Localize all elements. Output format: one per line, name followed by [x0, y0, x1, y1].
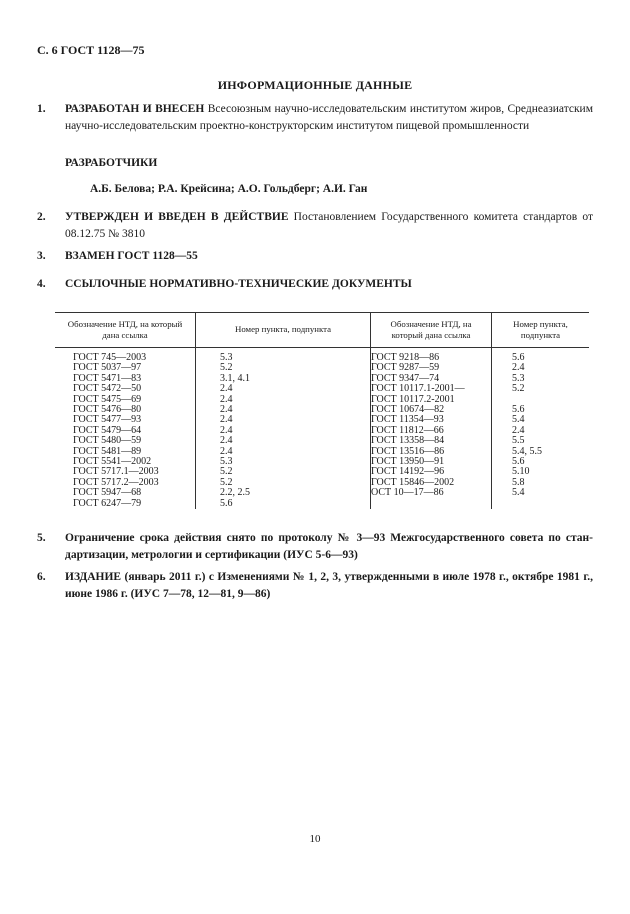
item-2-number: 2.	[37, 211, 46, 223]
item-5-text: Ограничение срока действия снято по протоколу № 3—93 Межгосударственного совета по стандартизации, метрологии и сертификации (ИУС 5-6—93)	[65, 532, 593, 561]
item-4-number: 4.	[37, 278, 46, 290]
ntd-point-cell: 5.2	[196, 467, 371, 477]
ntd-point-cell: 2.4	[196, 415, 371, 425]
ntd-doc-cell: ГОСТ 5475—69	[73, 393, 142, 405]
ntd-point-cell: 2.4	[196, 426, 371, 436]
ntd-point-cell: 5.4	[492, 488, 590, 498]
ntd-doc-cell: ГОСТ 11812—66	[371, 426, 492, 436]
ntd-point-cell: 5.6	[492, 353, 590, 363]
ntd-point-cell: 5.5	[492, 436, 590, 446]
item-1-text: Всесоюзным научно-исследовательским институтом жиров, Среднеазиатским научно-исследовательским проектно-конструкторским институтом пищевой промышленности	[65, 103, 593, 132]
item-3	[37, 248, 593, 265]
ntd-doc-cell: ГОСТ 5717.1—2003	[73, 466, 159, 478]
ntd-point-cell: 5.6	[196, 499, 371, 509]
ntd-doc-cell: ГОСТ 6247—79	[73, 497, 142, 509]
ntd-point-cell: 5.3	[492, 374, 590, 384]
ntd-doc-cell: ГОСТ 5037—97	[73, 362, 142, 374]
references-table	[55, 312, 589, 509]
ntd-point-cell: 2.4	[196, 395, 371, 405]
item-1-lead: РАЗРАБОТАН И ВНЕСЕН	[65, 103, 205, 115]
item-5	[37, 530, 593, 563]
item-3-number: 3.	[37, 250, 46, 262]
ntd-doc-cell: ГОСТ 5471—83	[73, 372, 142, 384]
ntd-doc-cell: ГОСТ 5947—68	[73, 487, 142, 499]
ntd-doc-cell: ГОСТ 15846—2002	[371, 478, 492, 488]
item-1	[37, 101, 593, 134]
ntd-point-cell: 2.4	[492, 363, 590, 373]
ntd-point-cell: 2.2, 2.5	[196, 488, 371, 498]
ntd-doc-cell: ГОСТ 5479—64	[73, 424, 142, 436]
ntd-doc-cell: ГОСТ 5541—2002	[73, 456, 152, 468]
ntd-doc-cell: ГОСТ 11354—93	[371, 415, 492, 425]
item-6-number: 6.	[37, 571, 46, 583]
page-header: С. 6 ГОСТ 1128—75	[37, 43, 145, 57]
ntd-doc-cell: ГОСТ 5480—59	[73, 435, 142, 447]
ntd-point-cell: 2.4	[196, 405, 371, 415]
ntd-point-cell: 3.1, 4.1	[196, 374, 371, 384]
ntd-point-cell: 5.8	[492, 478, 590, 488]
item-4-lead: ССЫЛОЧНЫЕ НОРМАТИВНО-ТЕХНИЧЕСКИЕ ДОКУМЕНТЫ	[65, 278, 412, 290]
ntd-point-cell: 5.3	[196, 353, 371, 363]
item-2-text: Постановлением Государственного комитета стандартов от 08.12.75 № 3810	[65, 211, 593, 240]
ntd-doc-cell: ГОСТ 10117.1-2001—	[371, 384, 492, 394]
ntd-doc-cell: ГОСТ 5717.2—2003	[73, 476, 159, 488]
ntd-doc-cell: ГОСТ 5472—50	[73, 383, 142, 395]
item-4	[37, 276, 593, 293]
ntd-point-cell: 5.10	[492, 467, 590, 477]
ntd-point-cell: 2.4	[196, 447, 371, 457]
ntd-doc-cell: ГОСТ 5477—93	[73, 414, 142, 426]
ntd-doc-cell: ГОСТ 13358—84	[371, 436, 492, 446]
ntd-doc-cell: ОСТ 10—17—86	[371, 488, 492, 498]
item-6	[37, 569, 593, 602]
ntd-doc-cell: ГОСТ 5476—80	[73, 404, 142, 416]
ntd-doc-cell: ГОСТ 745—2003	[73, 352, 147, 363]
ntd-doc-cell: ГОСТ 9347—74	[371, 374, 492, 384]
table-row	[55, 499, 589, 509]
ntd-point-cell: 2.4	[492, 426, 590, 436]
ntd-doc-cell	[371, 499, 492, 509]
item-3-lead: ВЗАМЕН ГОСТ 1128—55	[65, 250, 198, 262]
ntd-point-cell: 5.6	[492, 405, 590, 415]
section-title: ИНФОРМАЦИОННЫЕ ДАННЫЕ	[217, 78, 413, 92]
developers-list: А.Б. Белова; Р.А. Крейсина; А.О. Гольдберг; А.И. Ган	[90, 183, 368, 195]
ntd-doc-cell: ГОСТ 13516—86	[371, 447, 492, 457]
ntd-doc-cell: ГОСТ 13950—91	[371, 457, 492, 467]
ntd-doc-cell: ГОСТ 10674—82	[371, 405, 492, 415]
item-6-text: ИЗДАНИЕ (январь 2011 г.) с Изменениями № 1, 2, 3, утвержденными в июле 1978 г., октябре 1981 г., июне 1986 г. (ИУС 7—78, 12—81, 9—86)	[65, 571, 593, 600]
page-number: 10	[309, 833, 321, 845]
ntd-point-cell: 5.4	[492, 415, 590, 425]
col-header-doc-2: Обозначение НТД, на который дана ссылка	[371, 313, 492, 348]
ntd-point-cell: 5.4, 5.5	[492, 447, 590, 457]
ntd-doc-cell: ГОСТ 9287—59	[371, 363, 492, 373]
ntd-point-cell: 2.4	[196, 436, 371, 446]
col-header-point-1: Номер пункта, подпункта	[196, 313, 371, 348]
ntd-doc-cell: ГОСТ 14192—96	[371, 467, 492, 477]
col-header-doc-1: Обозначение НТД, на который дана ссылка	[55, 313, 196, 348]
ntd-doc-cell: ГОСТ 10117.2-2001	[371, 395, 492, 405]
ntd-point-cell	[492, 499, 590, 509]
ntd-point-cell: 5.3	[196, 457, 371, 467]
item-2	[37, 209, 593, 242]
table-header-row	[55, 313, 589, 348]
ntd-point-cell: 5.2	[196, 363, 371, 373]
ntd-point-cell: 5.2	[492, 384, 590, 394]
ntd-point-cell: 5.2	[196, 478, 371, 488]
ntd-point-cell: 5.6	[492, 457, 590, 467]
item-5-number: 5.	[37, 532, 46, 544]
ntd-doc-cell: ГОСТ 5481—89	[73, 445, 142, 457]
item-1-number: 1.	[37, 103, 46, 115]
col-header-point-2: Номер пункта, подпункта	[492, 313, 590, 348]
ntd-doc-cell: ГОСТ 9218—86	[371, 353, 492, 363]
item-2-lead: УТВЕРЖДЕН И ВВЕДЕН В ДЕЙСТВИЕ	[65, 211, 289, 223]
ntd-point-cell	[492, 395, 590, 405]
developers-heading: РАЗРАБОТЧИКИ	[65, 157, 158, 169]
ntd-point-cell: 2.4	[196, 384, 371, 394]
